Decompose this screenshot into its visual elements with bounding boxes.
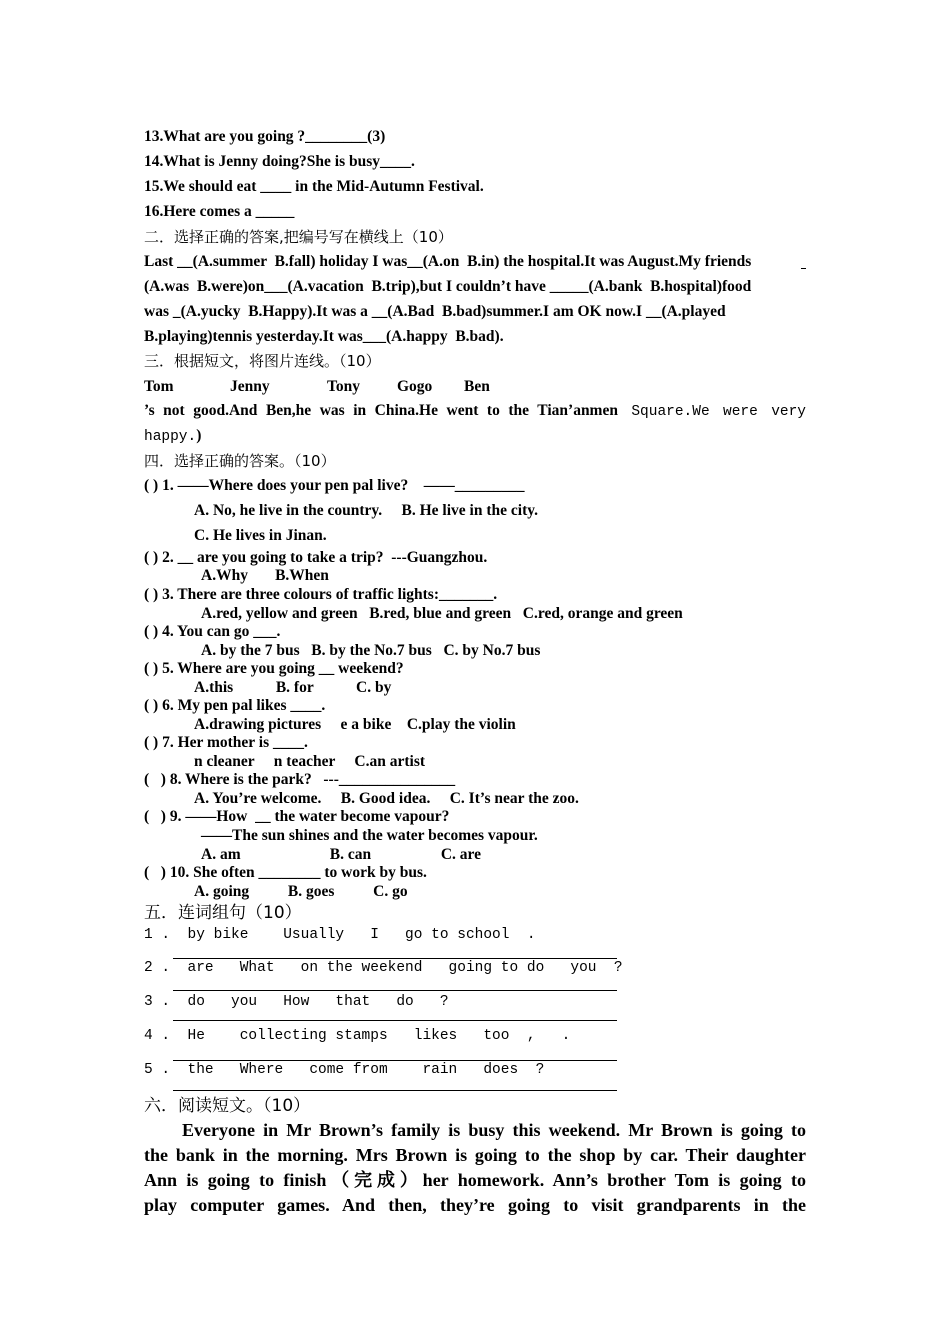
mc-options: A. am B. can C. are xyxy=(201,846,481,863)
reading-paragraph-line: Everyone in Mr Brown’s family is busy this weekend. Mr Brown is going to xyxy=(182,1120,806,1140)
mc-options: A. by the 7 bus B. by the No.7 bus C. by No.7 bus xyxy=(201,642,541,659)
mc-question-9: ( ) 9. ——How __ the water become vapour? xyxy=(144,808,450,825)
name-tom: Tom xyxy=(144,378,174,395)
section-3-text-end xyxy=(144,426,201,447)
mc-question-8: ( ) 8. Where is the park? ---_______________ xyxy=(144,771,456,788)
section-3-text-bold: ’s not good.And Ben,he was in China.He went to the Tian’anmen xyxy=(144,402,618,419)
line-end-mark xyxy=(801,268,806,269)
section-2-line: Last __(A.summer B.fall) holiday I was__(A.on B.in) the hospital.It was August.My friends xyxy=(144,253,752,270)
mc-question-7: ( ) 7. Her mother is ____. xyxy=(144,734,308,751)
section-2-heading: 二．选择正确的答案,把编号写在横线上（10） xyxy=(144,228,453,246)
mc-options: A.drawing pictures e a bike C.play the violin xyxy=(194,716,516,733)
section-2-line: B.playing)tennis yesterday.It was___(A.happy B.bad). xyxy=(144,328,504,345)
answer-line xyxy=(173,1020,617,1021)
question-16: 16.Here comes a _____ xyxy=(144,203,295,220)
mc-options: A. going B. goes C. go xyxy=(194,883,408,900)
word-order-item: 1 . by bike Usually I go to school . xyxy=(144,927,536,943)
name-jenny: Jenny xyxy=(230,378,270,395)
mc-question-10: ( ) 10. She often ________ to work by bus. xyxy=(144,864,427,881)
question-13: 13.What are you going ?________(3) xyxy=(144,128,386,145)
mc-options: n cleaner n teacher C.an artist xyxy=(194,753,426,770)
word-order-item: 4 . He collecting stamps likes too , . xyxy=(144,1028,571,1044)
word-order-item: 3 . do you How that do ? xyxy=(144,994,449,1010)
name-ben: Ben xyxy=(464,378,490,395)
section-3-text xyxy=(144,401,806,422)
mc-question-5: ( ) 5. Where are you going __ weekend? xyxy=(144,660,404,677)
reading-paragraph-line: Ann is going to finish（完成）her homework. Ann’s brother Tom is going to xyxy=(144,1170,806,1190)
section-2-line: was _(A.yucky B.Happy).It was a __(A.Bad B.bad)summer.I am OK now.I __(A.played xyxy=(144,303,726,320)
mc-options: A. No, he live in the country. B. He live in the city. xyxy=(194,502,538,519)
reading-paragraph-line: the bank in the morning. Mrs Brown is going to the shop by car. Their daughter xyxy=(144,1145,806,1165)
question-15: 15.We should eat ____ in the Mid-Autumn Festival. xyxy=(144,178,484,195)
answer-line xyxy=(173,990,617,991)
mc-question-6: ( ) 6. My pen pal likes ____. xyxy=(144,697,326,714)
question-14: 14.What is Jenny doing?She is busy____. xyxy=(144,153,415,170)
mc-options: A.this B. for C. by xyxy=(194,679,392,696)
word-order-item: 5 . the Where come from rain does ? xyxy=(144,1062,545,1078)
section-6-heading: 六．阅读短文。（10） xyxy=(144,1096,311,1116)
mc-options: A.Why B.When xyxy=(201,567,329,584)
mc-options: A.red, yellow and green B.red, blue and green C.red, orange and green xyxy=(201,605,683,622)
section-5-heading: 五．连词组句（10） xyxy=(144,903,302,923)
name-gogo: Gogo xyxy=(397,378,433,395)
mc-dialogue: ——The sun shines and the water becomes vapour. xyxy=(201,827,538,844)
reading-paragraph-line: play computer games. And then, they’re going to visit grandparents in the xyxy=(144,1195,806,1215)
section-3-heading: 三．根据短文，将图片连线。（10） xyxy=(144,352,381,370)
name-tony: Tony xyxy=(327,378,361,395)
section-3-text-bold: ) xyxy=(196,427,202,444)
section-2-line: (A.was B.were)on___(A.vacation B.trip),but I couldn’t have _____(A.bank B.hospital)food xyxy=(144,278,752,295)
section-4-heading: 四．选择正确的答案。（10） xyxy=(144,452,336,470)
answer-line xyxy=(173,1090,617,1091)
mc-options: A. You’re welcome. B. Good idea. C. It’s near the zoo. xyxy=(194,790,579,807)
section-3-text-mono: happy. xyxy=(144,429,197,445)
section-3-text-mono: Square.We were very xyxy=(617,404,807,420)
word-order-item: 2 . are What on the weekend going to do you ? xyxy=(144,960,623,976)
mc-question-2: ( ) 2. __ are you going to take a trip? ---Guangzhou. xyxy=(144,549,488,566)
mc-options: C. He lives in Jinan. xyxy=(194,527,327,544)
mc-question-1: ( ) 1. ——Where does your pen pal live? ——_________ xyxy=(144,477,525,494)
mc-question-4: ( ) 4. You can go ___. xyxy=(144,623,281,640)
mc-question-3: ( ) 3. There are three colours of traffic lights:_______. xyxy=(144,586,498,603)
